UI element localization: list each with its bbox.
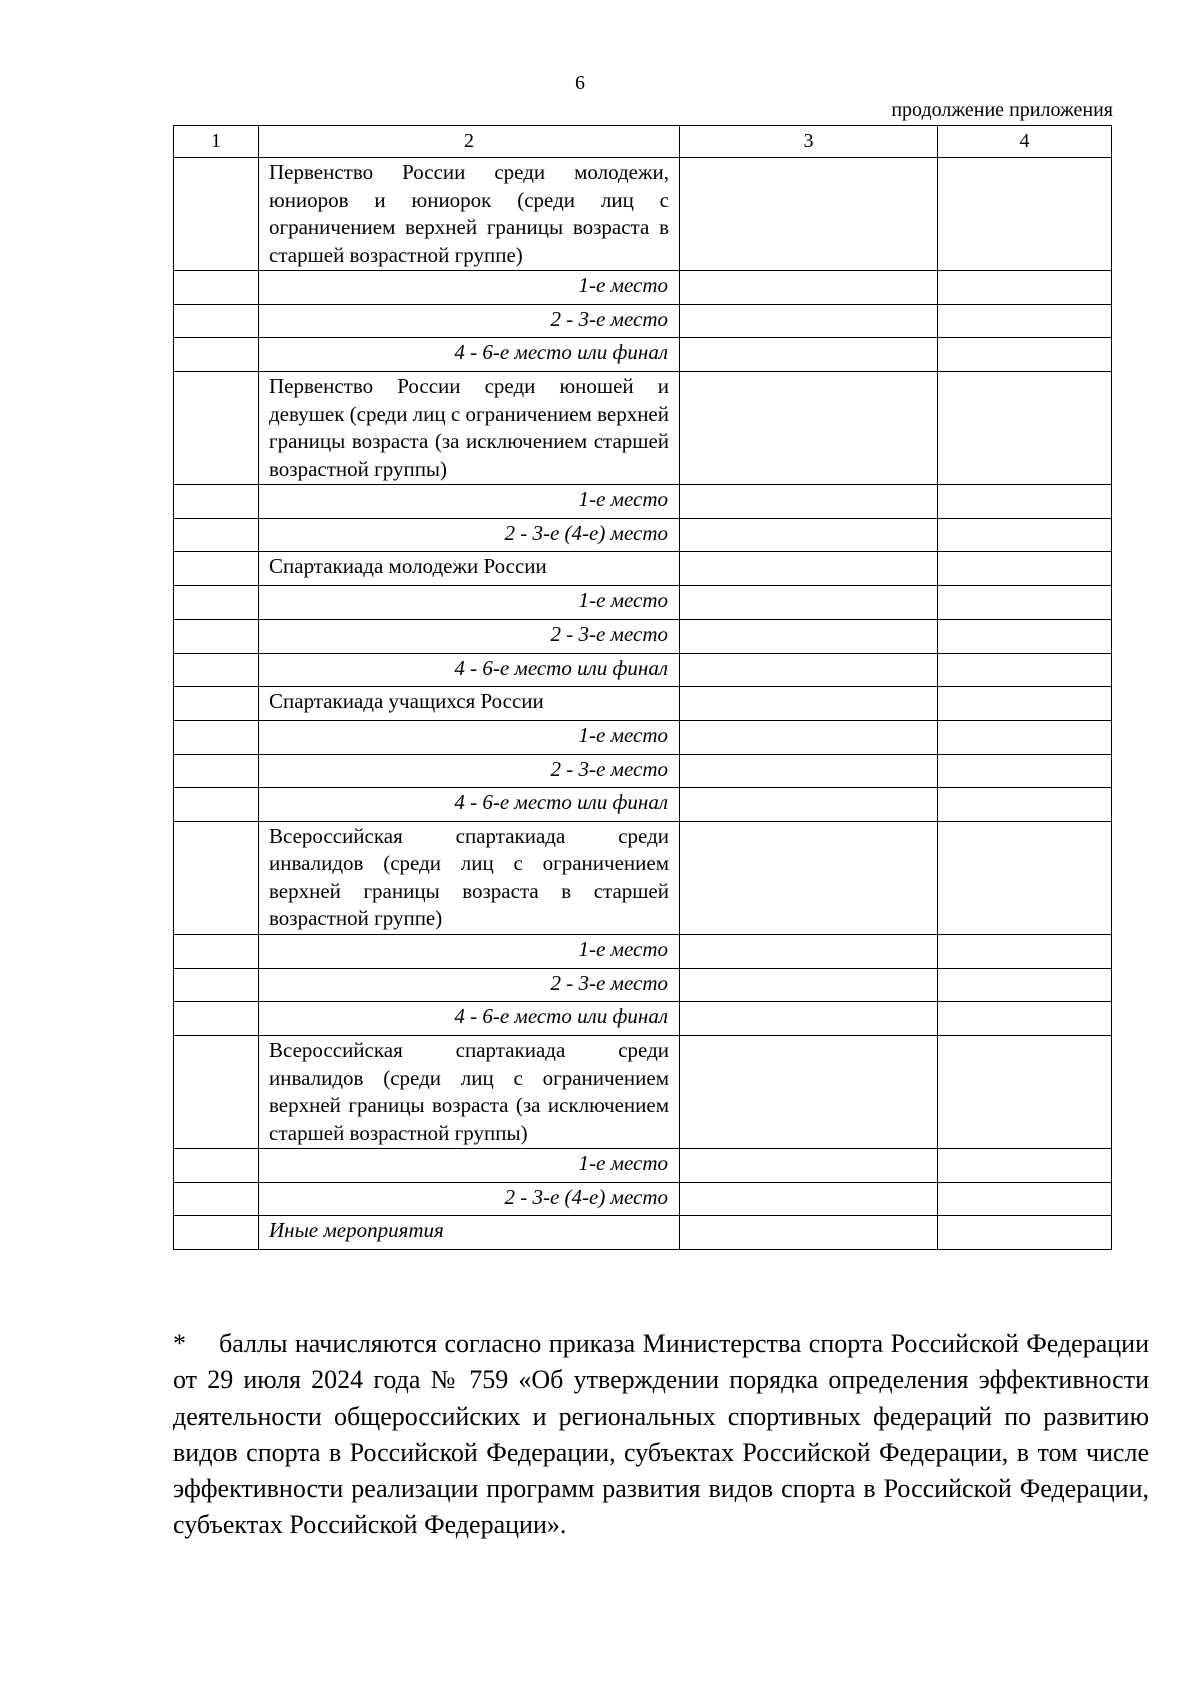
table-row bbox=[174, 1036, 1112, 1149]
cell-col4 bbox=[938, 518, 1112, 552]
table-header-row bbox=[174, 126, 1112, 158]
table-row bbox=[174, 338, 1112, 372]
table-row bbox=[174, 372, 1112, 485]
cell-col1 bbox=[174, 720, 259, 754]
cell-col3 bbox=[680, 720, 938, 754]
table-row bbox=[174, 619, 1112, 653]
table-row bbox=[174, 821, 1112, 934]
cell-col4 bbox=[938, 485, 1112, 519]
table-row bbox=[174, 518, 1112, 552]
cell-col1 bbox=[174, 552, 259, 586]
cell-col4 bbox=[938, 552, 1112, 586]
cell-col3 bbox=[680, 1002, 938, 1036]
cell-col4 bbox=[938, 271, 1112, 305]
cell-col3 bbox=[680, 754, 938, 788]
table-row bbox=[174, 1149, 1112, 1183]
cell-col1 bbox=[174, 754, 259, 788]
cell-col4 bbox=[938, 1149, 1112, 1183]
cell-col4 bbox=[938, 372, 1112, 485]
table-row bbox=[174, 754, 1112, 788]
event-name: Всероссийская спартакиада среди инвалидов (среди лиц с ограничением верхней границы возраста (за исключением старшей возрастной группы) bbox=[259, 1036, 680, 1149]
table-row bbox=[174, 788, 1112, 822]
cell-col3 bbox=[680, 586, 938, 620]
cell-col1 bbox=[174, 653, 259, 687]
column-header-1: 1 bbox=[174, 126, 259, 158]
cell-col3 bbox=[680, 821, 938, 934]
cell-col3 bbox=[680, 1182, 938, 1216]
cell-col4 bbox=[938, 653, 1112, 687]
cell-col1 bbox=[174, 619, 259, 653]
cell-col4 bbox=[938, 934, 1112, 968]
place-label: 1-е место bbox=[259, 586, 680, 620]
place-label: 1-е место bbox=[259, 271, 680, 305]
table-row bbox=[174, 304, 1112, 338]
cell-col1 bbox=[174, 372, 259, 485]
place-label: 4 - 6-е место или финал bbox=[259, 653, 680, 687]
cell-col1 bbox=[174, 1149, 259, 1183]
continuation-label: продолжение приложения bbox=[891, 99, 1113, 121]
cell-col3 bbox=[680, 1149, 938, 1183]
cell-col1 bbox=[174, 338, 259, 372]
cell-col3 bbox=[680, 271, 938, 305]
cell-col1 bbox=[174, 968, 259, 1002]
cell-col4 bbox=[938, 1182, 1112, 1216]
cell-col1 bbox=[174, 1002, 259, 1036]
event-name: Всероссийская спартакиада среди инвалидов (среди лиц с ограничением верхней границы возраста в старшей возрастной группе) bbox=[259, 821, 680, 934]
cell-col3 bbox=[680, 518, 938, 552]
table-row bbox=[174, 687, 1112, 721]
cell-col3 bbox=[680, 372, 938, 485]
cell-col3 bbox=[680, 653, 938, 687]
cell-col3 bbox=[680, 1036, 938, 1149]
cell-col1 bbox=[174, 304, 259, 338]
cell-col4 bbox=[938, 1002, 1112, 1036]
place-label: 4 - 6-е место или финал bbox=[259, 338, 680, 372]
cell-col3 bbox=[680, 934, 938, 968]
cell-col1 bbox=[174, 1036, 259, 1149]
place-label: 2 - 3-е (4-е) место bbox=[259, 1182, 680, 1216]
event-name: Первенство России среди юношей и девушек (среди лиц с ограничением верхней границы возраста (за исключением старшей возрастной группы) bbox=[259, 372, 680, 485]
footnote-marker: * bbox=[173, 1329, 186, 1358]
cell-col3 bbox=[680, 552, 938, 586]
place-label: 1-е место bbox=[259, 485, 680, 519]
cell-col3 bbox=[680, 338, 938, 372]
cell-col4 bbox=[938, 304, 1112, 338]
cell-col3 bbox=[680, 304, 938, 338]
cell-col3 bbox=[680, 158, 938, 271]
event-name: Первенство России среди молодежи, юниоров и юниорок (среди лиц с ограничением верхней границы возраста в старшей возрастной группе) bbox=[259, 158, 680, 271]
cell-col1 bbox=[174, 788, 259, 822]
table-row bbox=[174, 653, 1112, 687]
event-name: Спартакиада учащихся России bbox=[259, 687, 680, 721]
cell-col4 bbox=[938, 720, 1112, 754]
cell-col4 bbox=[938, 619, 1112, 653]
cell-col1 bbox=[174, 687, 259, 721]
cell-col1 bbox=[174, 586, 259, 620]
table-row bbox=[174, 586, 1112, 620]
table-row bbox=[174, 934, 1112, 968]
cell-col1 bbox=[174, 934, 259, 968]
cell-col3 bbox=[680, 968, 938, 1002]
cell-col1 bbox=[174, 485, 259, 519]
place-label: 1-е место bbox=[259, 934, 680, 968]
table-row bbox=[174, 271, 1112, 305]
place-label: 2 - 3-е место bbox=[259, 968, 680, 1002]
column-header-3: 3 bbox=[680, 126, 938, 158]
column-header-4: 4 bbox=[938, 126, 1112, 158]
place-label: 1-е место bbox=[259, 720, 680, 754]
place-label: 2 - 3-е (4-е) место bbox=[259, 518, 680, 552]
cell-col3 bbox=[680, 619, 938, 653]
cell-col1 bbox=[174, 1216, 259, 1250]
place-label: 2 - 3-е место bbox=[259, 619, 680, 653]
cell-col4 bbox=[938, 754, 1112, 788]
place-label: 4 - 6-е место или финал bbox=[259, 1002, 680, 1036]
event-name: Спартакиада молодежи России bbox=[259, 552, 680, 586]
cell-col1 bbox=[174, 1182, 259, 1216]
footnote-text: баллы начисляются согласно приказа Министерства спорта Российской Федерации от 29 июля 2024 года № 759 «Об утверждении порядка определения эффективности деятельности общероссийских и региональных спортивных федераций по развитию видов спорта в Российской Федерации, субъектах Российской Федерации, в том числе эффективности реализации программ развития видов спорта в Российской Федерации, субъектах Российской Федерации». bbox=[173, 1329, 1149, 1540]
table-row bbox=[174, 720, 1112, 754]
cell-col1 bbox=[174, 271, 259, 305]
appendix-table bbox=[173, 125, 1112, 1250]
cell-col4 bbox=[938, 821, 1112, 934]
footnote bbox=[173, 1326, 1149, 1544]
cell-col1 bbox=[174, 158, 259, 271]
cell-col4 bbox=[938, 158, 1112, 271]
cell-col3 bbox=[680, 485, 938, 519]
cell-col4 bbox=[938, 586, 1112, 620]
cell-col4 bbox=[938, 968, 1112, 1002]
place-label: 2 - 3-е место bbox=[259, 754, 680, 788]
place-label: 2 - 3-е место bbox=[259, 304, 680, 338]
cell-col3 bbox=[680, 687, 938, 721]
table-row bbox=[174, 1216, 1112, 1250]
cell-col4 bbox=[938, 338, 1112, 372]
cell-col3 bbox=[680, 1216, 938, 1250]
cell-col1 bbox=[174, 821, 259, 934]
cell-col1 bbox=[174, 518, 259, 552]
cell-col4 bbox=[938, 1036, 1112, 1149]
table-row bbox=[174, 968, 1112, 1002]
cell-col4 bbox=[938, 1216, 1112, 1250]
table-row bbox=[174, 485, 1112, 519]
cell-col4 bbox=[938, 788, 1112, 822]
column-header-2: 2 bbox=[259, 126, 680, 158]
table-row bbox=[174, 158, 1112, 271]
cell-col4 bbox=[938, 687, 1112, 721]
cell-col3 bbox=[680, 788, 938, 822]
table-row bbox=[174, 1182, 1112, 1216]
event-name: Иные мероприятия bbox=[259, 1216, 680, 1250]
place-label: 1-е место bbox=[259, 1149, 680, 1183]
table-row bbox=[174, 552, 1112, 586]
place-label: 4 - 6-е место или финал bbox=[259, 788, 680, 822]
page-number: 6 bbox=[575, 72, 585, 94]
table-row bbox=[174, 1002, 1112, 1036]
